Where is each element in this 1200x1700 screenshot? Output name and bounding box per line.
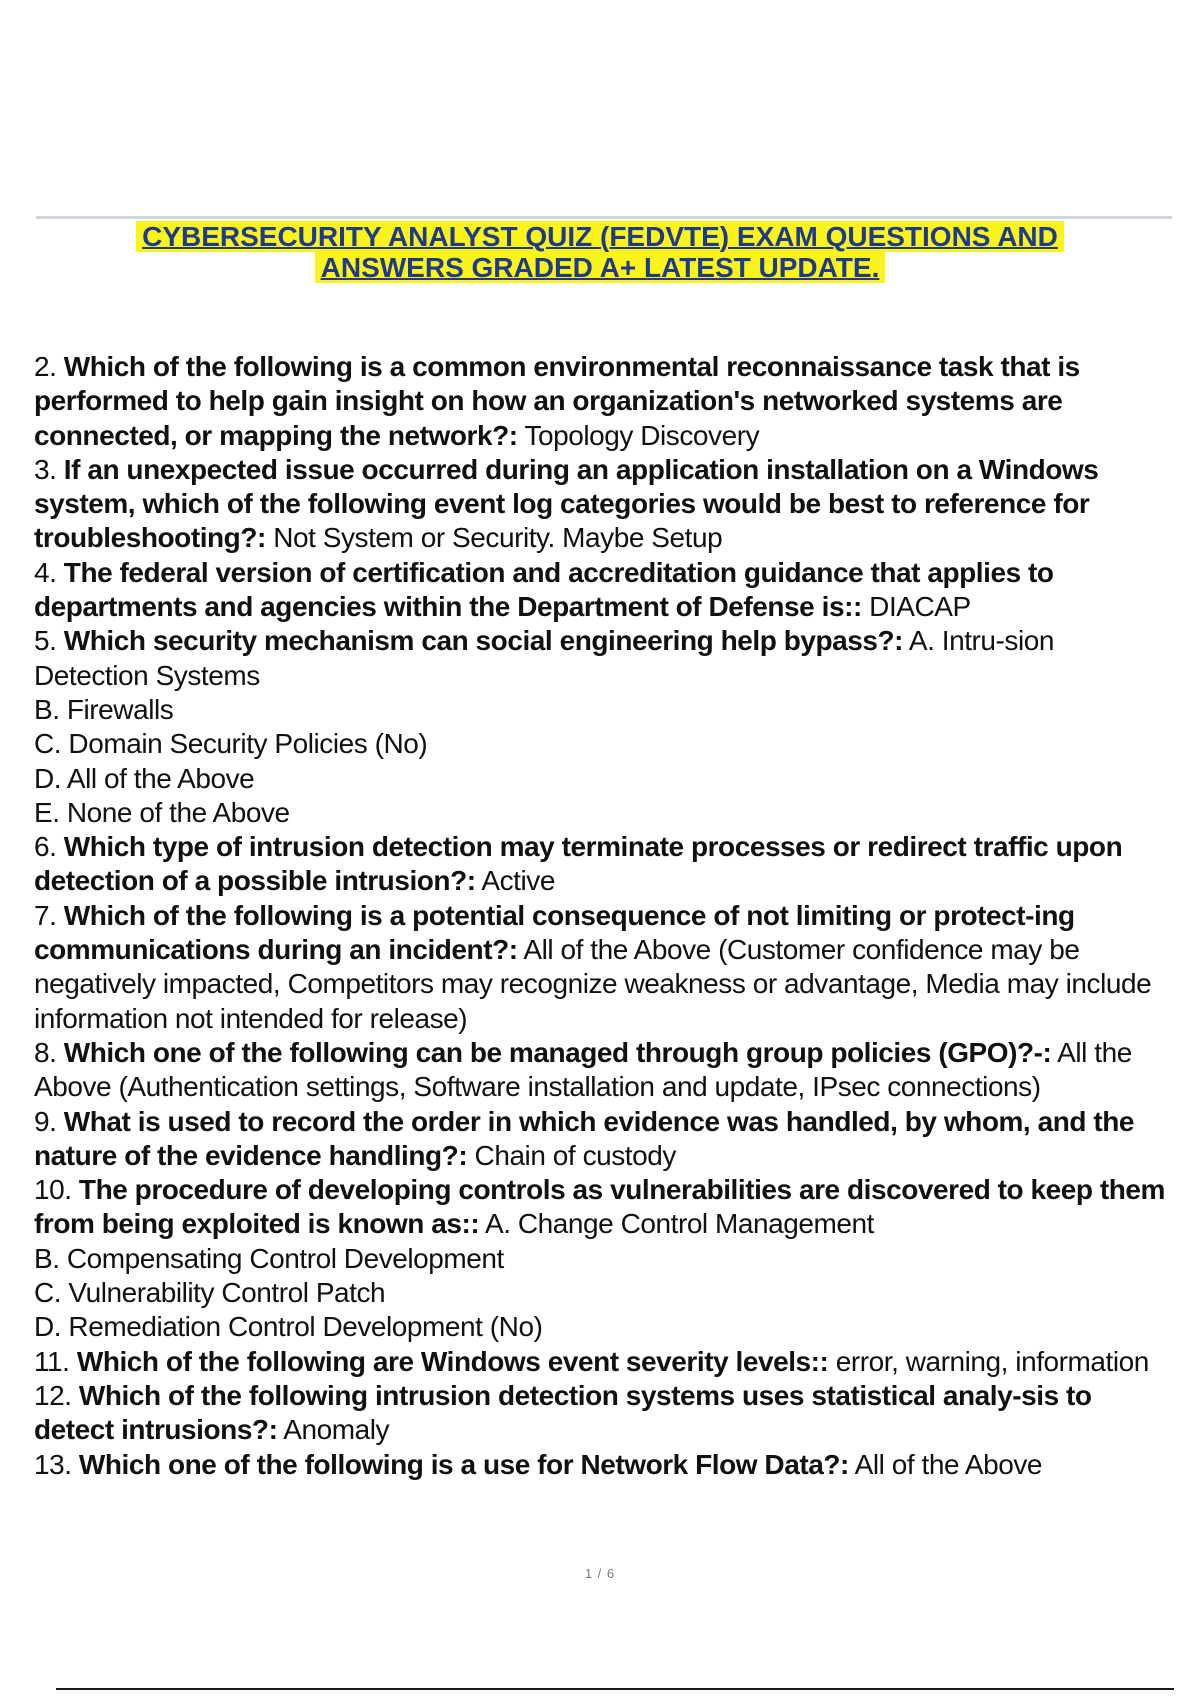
question-text: The procedure of developing controls as vulnerabilities are discovered to keep them from being exploited is known as:: bbox=[34, 1174, 1165, 1240]
question-item bbox=[34, 624, 1172, 830]
question-text: Which type of intrusion detection may terminate processes or redirect traffic upon detection of a possible intrusion?: bbox=[34, 831, 1123, 897]
question-item bbox=[34, 1379, 1172, 1448]
question-text: The federal version of certification and accreditation guidance that applies to departments and agencies within the Department of Defense is:: bbox=[34, 556, 1054, 623]
question-item bbox=[34, 1105, 1172, 1174]
answer-option: C. Domain Security Policies (No) bbox=[34, 728, 428, 760]
question-item bbox=[34, 1448, 1172, 1482]
page-indicator: 1 / 6 bbox=[584, 1566, 616, 1581]
answer-text: A. Intru-sion Detection Systems bbox=[34, 625, 1054, 691]
question-number: 7. bbox=[34, 899, 57, 931]
answer-text: Active bbox=[481, 865, 555, 897]
question-number: 4. bbox=[34, 556, 57, 588]
question-item bbox=[34, 830, 1172, 899]
question-number: 8. bbox=[34, 1036, 57, 1068]
question-item bbox=[34, 1173, 1172, 1344]
answer-option: E. None of the Above bbox=[34, 796, 290, 828]
question-item bbox=[34, 1345, 1172, 1379]
question-number: 6. bbox=[34, 831, 57, 863]
question-item bbox=[34, 556, 1172, 625]
question-number: 12. bbox=[34, 1379, 72, 1411]
header-divider bbox=[36, 216, 1172, 219]
question-number: 10. bbox=[34, 1174, 72, 1206]
page-bottom-divider bbox=[56, 1688, 1174, 1690]
answer-text: Topology Discovery bbox=[524, 419, 760, 451]
title-line-2: ANSWERS GRADED A+ LATEST UPDATE. bbox=[315, 252, 886, 283]
document-title bbox=[40, 221, 1160, 283]
question-number: 3. bbox=[34, 453, 57, 485]
answer-text: Not System or Security. Maybe Setup bbox=[273, 522, 723, 554]
question-number: 9. bbox=[34, 1105, 57, 1137]
question-text: What is used to record the order in which evidence was handled, by whom, and the nature of the evidence handling?: bbox=[34, 1105, 1134, 1171]
question-number: 11. bbox=[34, 1345, 70, 1377]
answer-text: Anomaly bbox=[283, 1414, 390, 1446]
question-text: Which of the following is a potential consequence of not limiting or protect-ing communications during an incident?: bbox=[34, 899, 1075, 966]
answer-option: C. Vulnerability Control Patch bbox=[34, 1277, 386, 1309]
answer-text: All the Above (Authentication settings, Software installation and update, IPsec connections) bbox=[34, 1036, 1132, 1103]
answer-option: B. Compensating Control Development bbox=[34, 1242, 504, 1274]
question-text: Which of the following is a common environmental reconnaissance task that is performed to help gain insight on how an organization's networked systems are connected, or mapping the network?: bbox=[34, 351, 1080, 451]
title-line-1: CYBERSECURITY ANALYST QUIZ (FEDVTE) EXAM QUESTIONS AND bbox=[136, 221, 1064, 252]
answer-text: All of the Above (Customer confidence may be negatively impacted, Competitors may recognize weakness or advantage, Media may include information not intended for release) bbox=[34, 934, 1152, 1034]
answer-text: error, warning, information bbox=[835, 1345, 1149, 1377]
question-item bbox=[34, 350, 1172, 453]
answer-option: D. All of the Above bbox=[34, 762, 255, 794]
question-list bbox=[34, 350, 1172, 1482]
question-text: Which one of the following can be managed through group policies (GPO)?-: bbox=[63, 1036, 1052, 1068]
question-item bbox=[34, 1036, 1172, 1105]
question-text: Which security mechanism can social engineering help bypass?: bbox=[63, 625, 904, 657]
answer-text: DIACAP bbox=[869, 591, 971, 623]
answer-option: B. Firewalls bbox=[34, 693, 174, 725]
question-text: Which of the following are Windows event severity levels:: bbox=[76, 1345, 829, 1377]
question-item bbox=[34, 453, 1172, 556]
answer-text: Chain of custody bbox=[474, 1139, 676, 1171]
question-number: 13. bbox=[34, 1448, 72, 1480]
question-number: 2. bbox=[34, 351, 57, 382]
question-text: Which of the following intrusion detection systems uses statistical analy-sis to detect intrusions?: bbox=[34, 1379, 1092, 1446]
question-number: 5. bbox=[34, 625, 57, 657]
question-text: Which one of the following is a use for Network Flow Data?: bbox=[78, 1448, 849, 1480]
answer-option: D. Remediation Control Development (No) bbox=[34, 1311, 543, 1343]
question-text: If an unexpected issue occurred during an application installation on a Windows system, which of the following event log categories would be best to reference for troubleshooting?: bbox=[34, 453, 1099, 554]
answer-text: All of the Above bbox=[854, 1448, 1043, 1480]
answer-text: A. Change Control Management bbox=[485, 1208, 874, 1240]
question-item bbox=[34, 899, 1172, 1036]
